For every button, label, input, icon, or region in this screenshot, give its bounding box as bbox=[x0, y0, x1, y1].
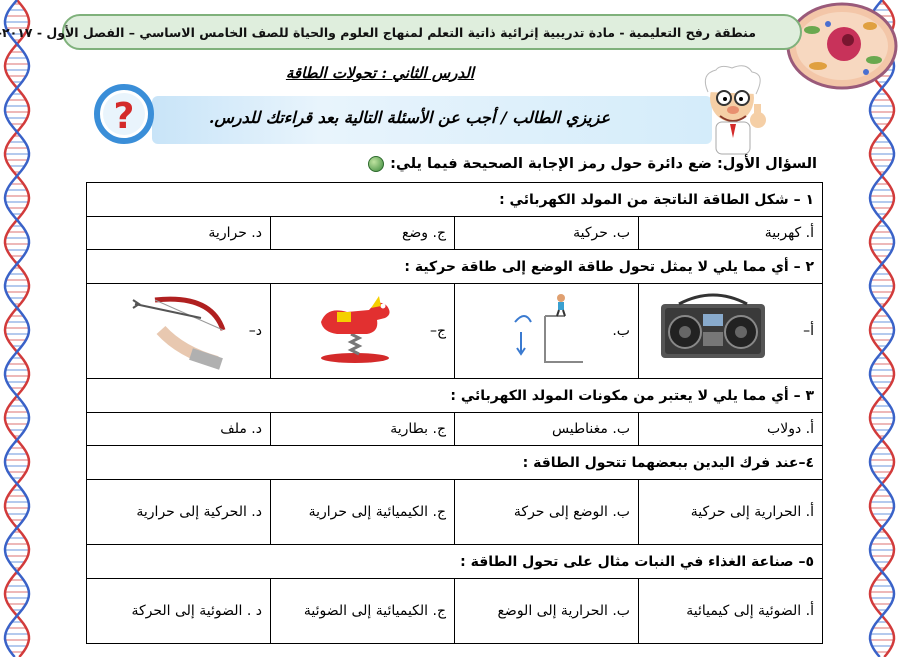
question-row bbox=[87, 183, 823, 217]
option-b[interactable]: ب. الحرارية إلى الوضع bbox=[455, 579, 639, 644]
banner-text: منطقة رفح التعليمية - مادة تدريبية إثرائية ذاتية التعلم لمنهاج العلوم والحياة للصف الخامس الاساسي – الفصل الأول - ٢٠١٧ bbox=[1, 24, 756, 40]
question-row bbox=[87, 379, 823, 413]
option-d[interactable]: د. ملف bbox=[87, 413, 271, 446]
question-text: ٤–عند فرك اليدين ببعضهما تتحول الطاقة : bbox=[87, 446, 823, 480]
option-d[interactable]: د. الحركية إلى حرارية bbox=[87, 480, 271, 545]
cell-illustration bbox=[778, 0, 898, 98]
question-text: ٥– صناعة الغذاء في النبات مثال على تحول الطاقة : bbox=[87, 545, 823, 579]
question-row bbox=[87, 545, 823, 579]
option-a[interactable]: أ. دولاب bbox=[639, 413, 823, 446]
svg-text:?: ? bbox=[113, 96, 135, 137]
question1-heading-text: السؤال الأول: ضع دائرة حول رمز الإجابة الصحيحة فيما يلي: bbox=[390, 156, 817, 172]
dna-border-right bbox=[865, 0, 899, 657]
image-options-row bbox=[87, 284, 823, 379]
option-c[interactable] bbox=[271, 284, 455, 379]
option-a[interactable]: أ. الحرارية إلى حركية bbox=[639, 480, 823, 545]
options-row bbox=[87, 480, 823, 545]
option-a[interactable]: أ. كهربية bbox=[639, 217, 823, 250]
option-d-label: د– bbox=[248, 323, 262, 339]
option-c[interactable]: ج. بطارية bbox=[271, 413, 455, 446]
dna-border-left bbox=[0, 0, 34, 657]
option-a-label: أ– bbox=[803, 323, 814, 339]
globe-bullet-icon bbox=[368, 156, 384, 172]
option-d[interactable] bbox=[87, 284, 271, 379]
question-mark-icon bbox=[92, 84, 160, 144]
question-text: ٣ – أي مما يلي لا يعتبر من مكونات المولد الكهربائي : bbox=[87, 379, 823, 413]
quiz-table bbox=[86, 182, 823, 644]
option-c[interactable]: ج. الكيميائية إلى الضوئية bbox=[271, 579, 455, 644]
options-row bbox=[87, 217, 823, 250]
professor-cartoon bbox=[690, 64, 774, 156]
radio-image bbox=[659, 290, 767, 360]
spring-rocker-image bbox=[307, 292, 403, 364]
options-row bbox=[87, 413, 823, 446]
bow-arrow-image bbox=[131, 290, 227, 366]
options-row bbox=[87, 579, 823, 644]
question-text: ٢ – أي مما يلي لا يمثل تحول طاقة الوضع إلى طاقة حركية : bbox=[87, 250, 823, 284]
instruction-text: عزيزي الطالب / أجب عن الأسئلة التالية بعد قراءتك للدرس. bbox=[208, 108, 610, 127]
question-text: ١ – شكل الطاقة الناتجة من المولد الكهربائي : bbox=[87, 183, 823, 217]
question-row bbox=[87, 446, 823, 480]
lesson-title: الدرس الثاني : تحولات الطاقة bbox=[285, 64, 475, 82]
option-a[interactable] bbox=[639, 284, 823, 379]
option-a[interactable]: أ. الضوئية إلى كيميائية bbox=[639, 579, 823, 644]
option-b[interactable]: ب. الوضع إلى حركة bbox=[455, 480, 639, 545]
option-b-label: ب. bbox=[612, 323, 630, 339]
option-d[interactable]: د. حرارية bbox=[87, 217, 271, 250]
header-banner bbox=[1, 14, 802, 50]
option-b[interactable]: ب. مغناطيس bbox=[455, 413, 639, 446]
option-d[interactable]: د . الضوئية إلى الحركة bbox=[87, 579, 271, 644]
question1-heading bbox=[368, 156, 817, 172]
option-b[interactable] bbox=[455, 284, 639, 379]
option-c[interactable]: ج. وضع bbox=[271, 217, 455, 250]
option-c[interactable]: ج. الكيميائية إلى حرارية bbox=[271, 480, 455, 545]
question-row bbox=[87, 250, 823, 284]
diver-image bbox=[505, 292, 585, 364]
option-b[interactable]: ب. حركية bbox=[455, 217, 639, 250]
option-c-label: ج– bbox=[429, 323, 446, 339]
